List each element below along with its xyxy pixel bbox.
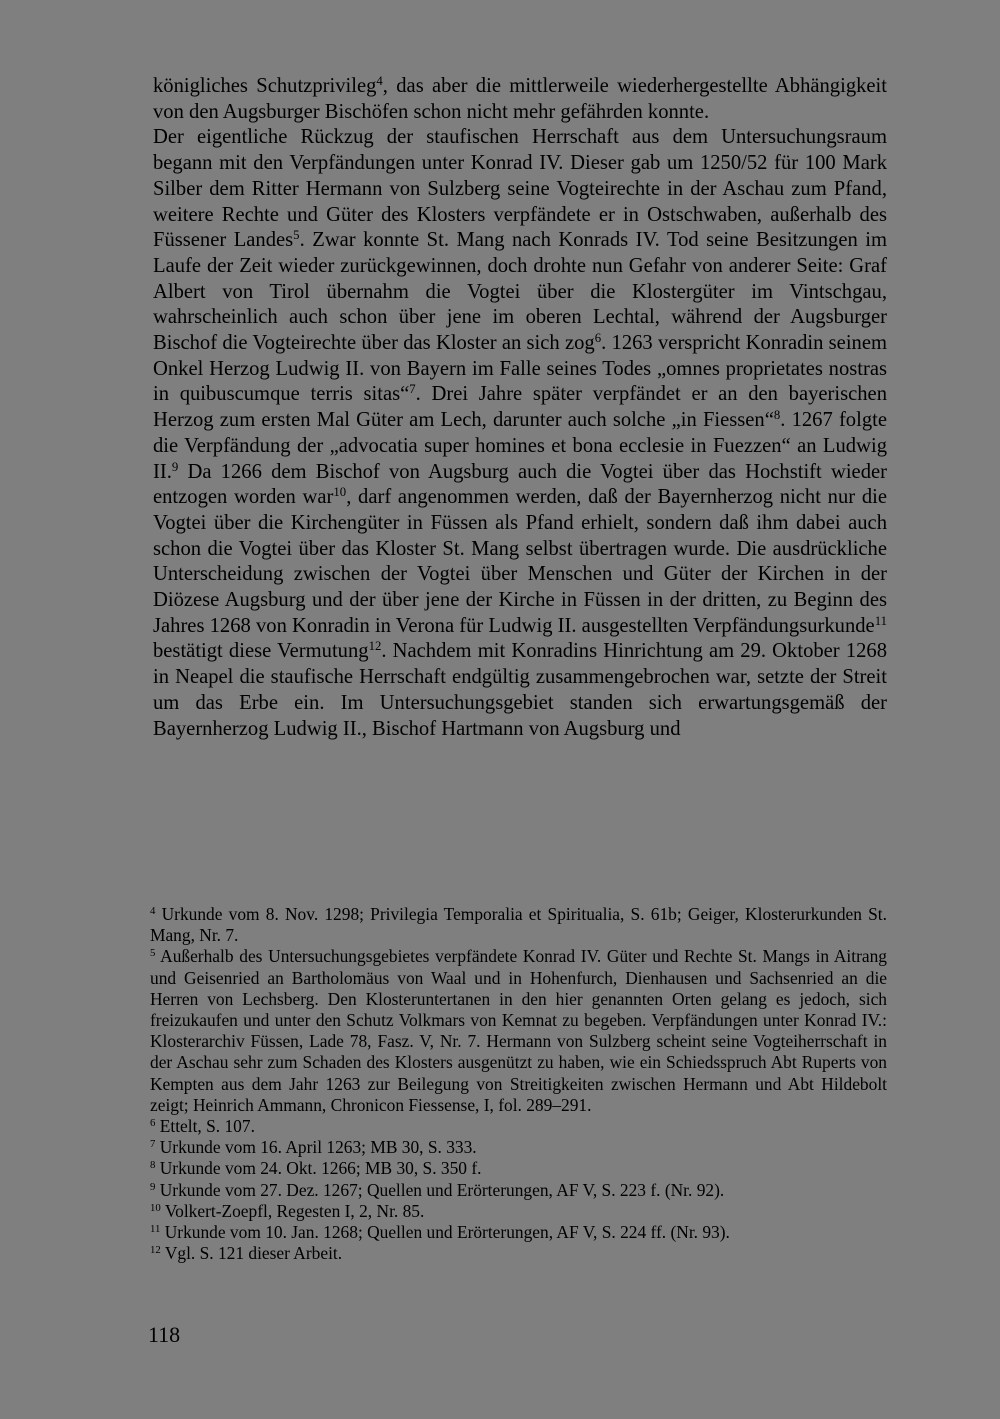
footnote-number: 6 [150, 1117, 156, 1130]
footnote-reference: 11 [874, 613, 887, 628]
footnote-text: Außerhalb des Untersuchungsgebietes verpfändete Konrad IV. Güter und Rechte St. Mangs in Aitrang und Geisenried an Bartholomäus von Waal und in Hohenfurch, Dienhausen und Sachsenried an die Herren von Lechsberg. Den Klosteruntertanen in den hier genannten Orten gelang es jedoch, sich freizukaufen und unter den Schutz Volkmars von Kemnat zu begeben. Verpfändungen unter Konrad IV.: Klosterarchiv Füssen, Lade 78, Fasz. V, Nr. 7. Hermann von Sulzberg scheint seine Vogteiherrschaft in der Aschau sehr zum Schaden des Klosters ausgenützt zu haben, wie ein Schiedsspruch Abt Ruperts von Kempten aus dem Jahr 1263 zur Beilegung von Streitigkeiten zwischen Hermann und Abt Hildebolt zeigt; Heinrich Ammann, Chronicon Fiessense, I, fol. 289–291. [150, 946, 887, 1115]
footnote [150, 1222, 887, 1243]
footnote-text: Vgl. S. 121 dieser Arbeit. [164, 1243, 343, 1264]
footnote-text: Ettelt, S. 107. [159, 1116, 255, 1137]
footnote-reference: 9 [171, 459, 179, 474]
footnote-reference: 8 [773, 408, 781, 423]
footnote-text: Volkert-Zoepfl, Regesten I, 2, Nr. 85. [164, 1200, 425, 1221]
body-text [153, 74, 887, 742]
footnote-text: Urkunde vom 16. April 1263; MB 30, S. 333. [159, 1137, 477, 1158]
paragraph [153, 74, 887, 125]
footnote-number: 9 [150, 1180, 156, 1193]
footnote [150, 1201, 887, 1222]
paragraph [153, 125, 887, 742]
footnote-number: 12 [150, 1244, 161, 1257]
footnote-number: 8 [150, 1159, 156, 1172]
footnote [150, 1116, 887, 1137]
footnotes [150, 904, 887, 1264]
text-run: . 1263 verspricht Konradin seinem Onkel Herzog Ludwig II. von Bayern im Falle seines Todes „omnes proprietates nostras in quibuscumque terris sitas“ [153, 332, 888, 406]
footnote-number: 10 [150, 1201, 161, 1214]
footnote [150, 1243, 887, 1264]
text-run: bestätigt diese Vermutung [153, 640, 369, 663]
text-run: Da 1266 dem Bischof von Augsburg auch die Vogtei über das Hochstift wieder entzogen worden war [153, 460, 887, 509]
text-run: . 1267 folgte die Verpfändung der „advocatia super homines et bona ecclesie in Fuezzen“ an Ludwig II. [153, 409, 887, 483]
footnote [150, 946, 887, 1116]
footnote-number: 5 [150, 947, 156, 960]
text-run: , darf angenommen werden, daß der Bayernherzog nicht nur die Vogtei über die Kirchengüter in Füssen als Pfand erhielt, sondern daß ihm dabei auch schon die Vogtei über das Kloster St. Mang selbst übertragen wurde. Die ausdrückliche Unterscheidung zwischen der Vogtei über Menschen und Güter der Kirchen in der Diözese Augsburg und der über jene der Kirche in Füssen in der dritten, zu Beginn des Jahres 1268 von Konradin in Verona für Ludwig II. ausgestellten Verpfändungsurkunde [153, 486, 888, 637]
footnote-reference: 6 [594, 331, 602, 346]
text-run: , das aber die mittlerweile wiederhergestellte Abhängigkeit von den Augsburger Bischöfen schon nicht mehr gefährden konnte. [153, 75, 887, 123]
footnote-reference: 4 [376, 73, 383, 88]
text-run: Der eigentliche Rückzug der staufischen Herrschaft aus dem Untersuchungsraum begann mit den Verpfändungen unter Konrad IV. Dieser gab um 1250/52 für 100 Mark Silber dem Ritter Hermann von Sulzberg seine Vogteirechte in der Aschau zum Pfand, weitere Rechte und Güter des Klosters verpfändete er in Ostschwaben, außerhalb des Füssener Landes [153, 126, 887, 252]
footnote-reference: 10 [333, 485, 347, 500]
footnote-text: Urkunde vom 24. Okt. 1266; MB 30, S. 350 f. [159, 1158, 482, 1179]
footnote-text: Urkunde vom 27. Dez. 1267; Quellen und Erörterungen, AF V, S. 223 f. (Nr. 92). [159, 1179, 725, 1200]
footnote-reference: 5 [293, 228, 300, 243]
text-run: . Nachdem mit Konradins Hinrichtung am 29. Oktober 1268 in Neapel die staufische Herrschaft endgültig zusammengebrochen war, setzte der Streit um das Erbe ein. Im Untersuchungsgebiet standen sich erwartungsgemäß der Bayernherzog Ludwig II., Bischof Hartmann von Augsburg und [153, 640, 888, 740]
text-run: königliches Schutzprivileg [153, 75, 377, 97]
footnote-text: Urkunde vom 8. Nov. 1298; Privilegia Temporalia et Spiritualia, S. 61b; Geiger, Klosterurkunden St. Mang, Nr. 7. [150, 904, 887, 946]
footnote-text: Urkunde vom 10. Jan. 1268; Quellen und Erörterungen, AF V, S. 224 ff. (Nr. 93). [164, 1222, 730, 1243]
footnote-reference: 7 [409, 382, 416, 397]
footnote [150, 1180, 887, 1201]
footnote [150, 1137, 887, 1158]
text-run: . Zwar konnte St. Mang nach Konrads IV. Tod seine Besitzungen im Laufe der Zeit wieder zurückgewinnen, doch drohte nun Gefahr von anderer Seite: Graf Albert von Tirol übernahm die Vogtei über die Klostergüter im Vintschgau, wahrscheinlich auch schon über jene im oberen Lechtal, während der Augsburger Bischof die Vogteirechte über das Kloster an sich zog [153, 229, 887, 355]
page-number: 118 [148, 1322, 181, 1347]
footnote-number: 11 [150, 1223, 161, 1236]
footnote-number: 4 [150, 905, 156, 918]
footnote [150, 1158, 887, 1179]
footnote [150, 904, 887, 946]
footnote-number: 7 [150, 1138, 156, 1151]
footnote-reference: 12 [368, 639, 382, 654]
text-run: . Drei Jahre später verpfändet er an den bayerischen Herzog zum ersten Mal Güter am Lech, darunter auch solche „in Fiessen“ [153, 383, 887, 432]
